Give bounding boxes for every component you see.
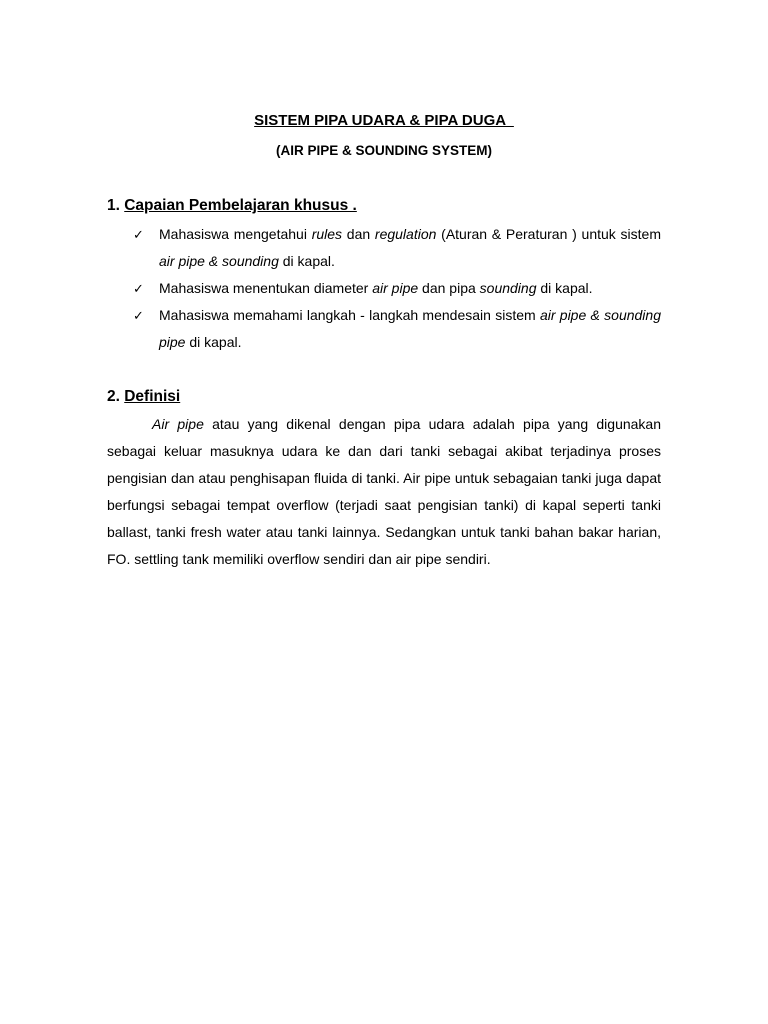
objective-item-2 xyxy=(107,275,661,302)
document-page xyxy=(107,0,661,1024)
objective-1-italic-air-pipe: air pipe & sounding xyxy=(159,253,279,269)
objective-3-italic-pipes: air pipe & sounding pipe xyxy=(159,307,661,350)
objective-1-text-3: (Aturan & Peraturan ) untuk sistem xyxy=(436,226,661,242)
objective-2-italic-air-pipe: air pipe xyxy=(372,280,419,296)
objective-2-text-3: di kapal. xyxy=(536,280,593,296)
checkmark-icon: ✓ xyxy=(133,281,144,296)
objective-2-italic-sounding: sounding xyxy=(479,280,537,296)
objective-3-text-2: di kapal. xyxy=(185,334,242,350)
objective-item-1 xyxy=(107,221,661,275)
section-1-heading xyxy=(107,195,357,217)
section-1-title: Capaian Pembelajaran khusus . xyxy=(124,197,357,214)
section-2-number: 2. xyxy=(107,388,125,405)
definition-lead-italic: Air pipe xyxy=(152,416,204,432)
section-1-number: 1. xyxy=(107,197,125,214)
objective-3-text-1: Mahasiswa memahami langkah - langkah mendesain sistem xyxy=(159,307,540,323)
objective-1-italic-rules: rules xyxy=(311,226,343,242)
objective-2-text-1: Mahasiswa menentukan diameter xyxy=(159,280,373,296)
checkmark-icon: ✓ xyxy=(133,308,144,323)
objective-1-text-4: di kapal. xyxy=(278,253,335,269)
objective-1-italic-regulation: regulation xyxy=(374,226,437,242)
definition-body: atau yang dikenal dengan pipa udara adalah pipa yang digunakan sebagai keluar masuknya udara ke dan dari tanki sebagai akibat terjadinya proses pengisian dan atau penghisapan fluida di tanki. Air pipe untuk sebagaian tanki juga dapat berfungsi sebagai tempat overflow (terjadi saat pengisian tanki) di kapal seperti tanki ballast, tanki fresh water atau tanki lainnya. Sedangkan untuk tanki bahan bakar harian, FO. settling tank memiliki overflow sendiri dan air pipe sendiri. xyxy=(107,416,662,567)
document-subtitle: (AIR PIPE & SOUNDING SYSTEM) xyxy=(275,143,493,158)
definition-paragraph xyxy=(107,411,661,573)
objective-item-3 xyxy=(107,302,661,356)
objective-1-text-2: dan xyxy=(342,226,375,242)
section-2-title: Definisi xyxy=(124,388,181,405)
learning-objectives-list xyxy=(107,221,661,356)
objective-2-text-2: dan pipa xyxy=(418,280,480,296)
checkmark-icon: ✓ xyxy=(133,227,144,242)
document-title: SISTEM PIPA UDARA & PIPA DUGA xyxy=(254,112,514,129)
section-2-heading xyxy=(107,386,180,408)
objective-1-text-1: Mahasiswa mengetahui xyxy=(159,226,312,242)
